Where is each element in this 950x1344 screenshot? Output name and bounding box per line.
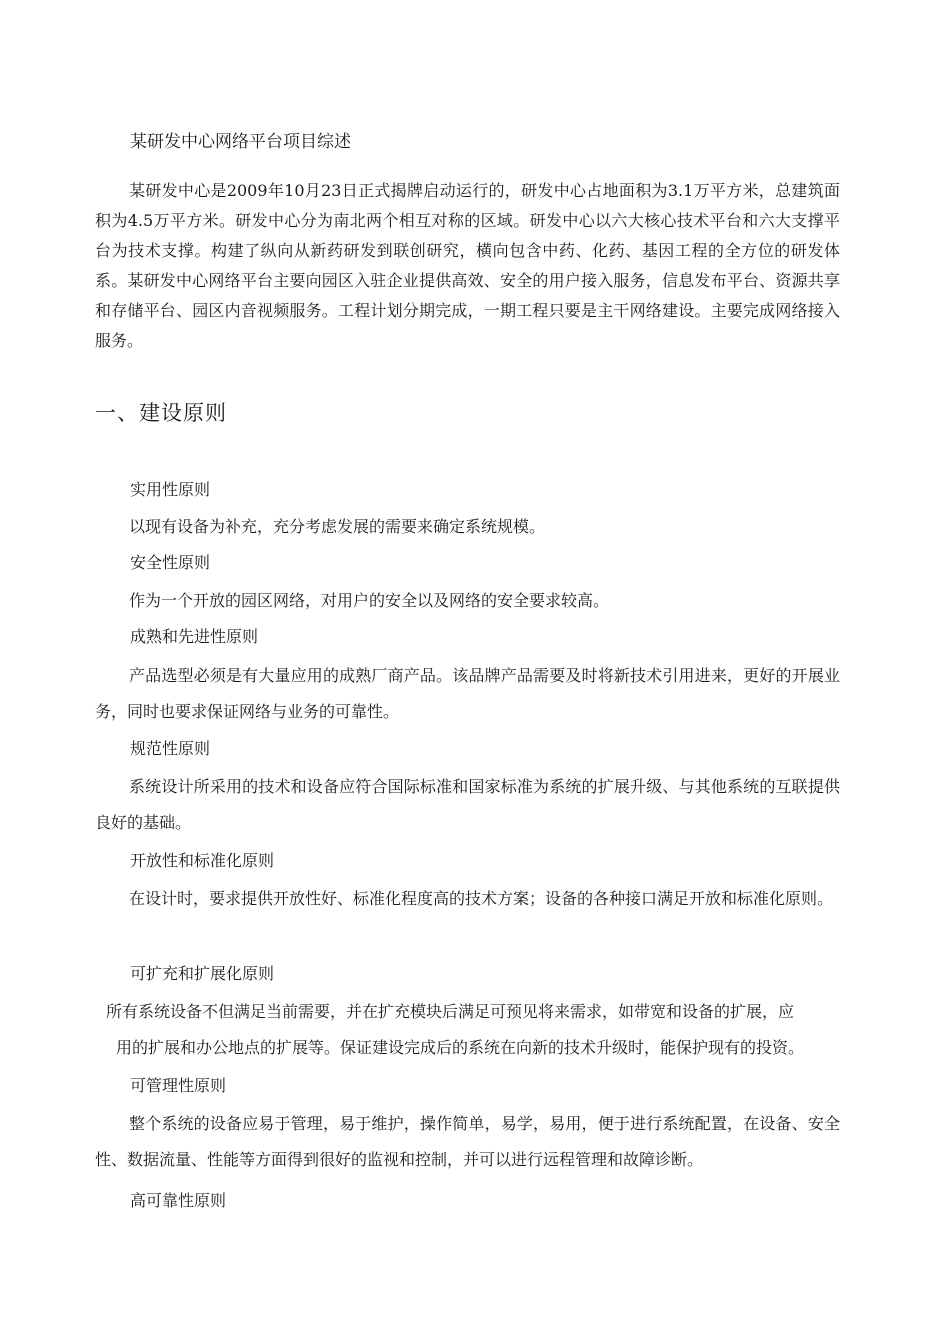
principle-text-scalability <box>106 994 840 1066</box>
principle-text-practical: 以现有设备为补充，充分考虑发展的需要来确定系统规模。 <box>129 517 546 536</box>
principle-heading-manageability: 可管理性原则 <box>130 1076 227 1095</box>
principle-heading-maturity: 成熟和先进性原则 <box>130 627 259 646</box>
section-heading: 一、建设原则 <box>95 401 227 425</box>
principle-text-maturity: 产品选型必须是有大量应用的成熟厂商产品。该品牌产品需要及时将新技术引用进来，更好的开展业务，同时也要求保证网络与业务的可靠性。 <box>95 666 840 721</box>
principle-text-standard: 系统设计所采用的技术和设备应符合国际标准和国家标准为系统的扩展升级、与其他系统的互联提供良好的基础。 <box>95 777 840 832</box>
principle-heading-reliability: 高可靠性原则 <box>130 1191 227 1210</box>
principle-heading-openness: 开放性和标准化原则 <box>130 851 275 870</box>
principle-heading-scalability: 可扩充和扩展化原则 <box>130 964 275 983</box>
principle-heading-standard: 规范性原则 <box>130 739 211 758</box>
document-title: 某研发中心网络平台项目综述 <box>130 132 351 152</box>
principle-text-manageability: 整个系统的设备应易于管理，易于维护，操作简单，易学，易用，便于进行系统配置，在设备、安全性、数据流量、性能等方面得到很好的监视和控制，并可以进行远程管理和故障诊断。 <box>95 1114 840 1169</box>
principle-heading-security: 安全性原则 <box>130 553 211 572</box>
principle-text-scalability-line2: 用的扩展和办公地点的扩展等。保证建设完成后的系统在向新的技术升级时，能保护现有的投资。 <box>116 1038 805 1057</box>
principle-text-security: 作为一个开放的园区网络，对用户的安全以及网络的安全要求较高。 <box>129 591 610 610</box>
principle-text-scalability-line1: 所有系统设备不但满足当前需要，并在扩充模块后满足可预见将来需求，如带宽和设备的扩展，应 <box>106 1002 795 1021</box>
principle-text-openness: 在设计时，要求提供开放性好、标准化程度高的技术方案；设备的各种接口满足开放和标准化原则。 <box>129 889 834 908</box>
intro-paragraph: 某研发中心是2009年10月23日正式揭牌启动运行的，研发中心占地面积为3.1万平方米，总建筑面积为4.5万平方米。研发中心分为南北两个相互对称的区域。研发中心以六大核心技术平台和六大支撑平台为技术支撑。构建了纵向从新药研发到联创研究，横向包含中药、化药、基因工程的全方位的研发体系。某研发中心网络平台主要向园区入驻企业提供高效、安全的用户接入服务，信息发布平台、资源共享和存储平台、园区内音视频服务。工程计划分期完成，一期工程只要是主干网络建设。主要完成网络接入服务。 <box>95 181 840 350</box>
principle-heading-practical: 实用性原则 <box>130 480 211 499</box>
